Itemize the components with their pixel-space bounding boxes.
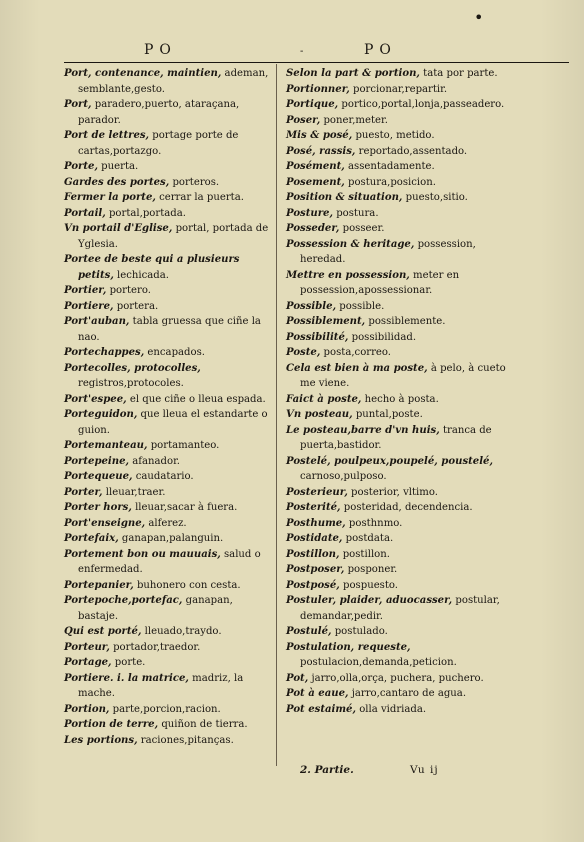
dictionary-entry [64, 314, 276, 345]
entry-headword: Portique, [286, 99, 339, 110]
dictionary-entry [286, 485, 512, 501]
dictionary-entry [286, 128, 512, 144]
entry-headword: Portepeine, [64, 455, 130, 467]
dictionary-entry [64, 531, 276, 547]
entry-headword: Les portions, [64, 734, 138, 746]
dictionary-entry [64, 500, 276, 516]
running-header [64, 42, 569, 62]
entry-headword: Vn portail d'Eglise, [64, 223, 173, 234]
entry-headword: Fermer la porte, [64, 192, 156, 203]
entry-definition: ganapan, bastaje. [78, 595, 233, 622]
entry-definition: lleuar,sacar à fuera. [131, 502, 238, 513]
entry-headword: Qui est porté, [64, 626, 142, 637]
dictionary-entry [286, 640, 512, 671]
dictionary-entry [64, 345, 276, 361]
entry-headword: Posterieur, [286, 486, 348, 498]
entry-headword: Posterité, [286, 502, 341, 513]
entry-definition: el que ciñe o lleua espada. [126, 393, 266, 405]
entry-definition: puntal,poste. [352, 409, 423, 420]
right-column [286, 66, 512, 717]
header-separator: - [300, 46, 304, 57]
entry-headword: Portement bon ou mauuais, [64, 548, 221, 560]
entry-definition: possiblemente. [365, 316, 446, 327]
entry-definition: buhonero con cesta. [133, 579, 241, 591]
dictionary-entry [64, 516, 276, 532]
dictionary-entry [64, 717, 276, 733]
entry-definition: portico,portal,lonja,passeadero. [338, 99, 505, 110]
entry-definition: carnoso,pulposo. [300, 471, 387, 482]
dictionary-entry [286, 578, 512, 594]
dictionary-entry [64, 283, 276, 299]
page-footer [300, 764, 520, 780]
entry-definition: paradero,puerto, ataraçana, parador. [78, 99, 240, 126]
dictionary-entry [64, 469, 276, 485]
dictionary-entry [286, 671, 512, 687]
dictionary-entry [64, 128, 276, 159]
dictionary-entry [64, 159, 276, 175]
entry-definition: portal,portada. [105, 207, 186, 219]
dictionary-entry [64, 97, 276, 128]
entry-definition: hecho à posta. [361, 393, 439, 405]
entry-headword: Porter hors, [64, 502, 132, 513]
entry-headword: Portion, [64, 703, 110, 715]
entry-headword: Port, [64, 99, 92, 110]
entry-headword: Gardes des portes, [64, 176, 170, 188]
entry-headword: Selon la part & portion, [286, 68, 420, 79]
dictionary-entry [286, 624, 512, 640]
entry-headword: Position & situation, [286, 192, 403, 203]
entry-definition: jarro,olla,orça, puchera, puchero. [308, 672, 484, 684]
entry-headword: Portee de beste qui a plusieurs petits, [64, 254, 240, 281]
entry-definition: poner,meter. [320, 114, 388, 126]
entry-headword: Postidate, [286, 533, 343, 544]
dictionary-entry [64, 655, 276, 671]
entry-definition: posponer. [344, 564, 398, 575]
dictionary-entry [286, 113, 512, 129]
entry-headword: Posément, [286, 161, 345, 172]
entry-headword: Port'espee, [64, 393, 127, 405]
entry-headword: Le posteau,barre d'vn huis, [286, 424, 440, 436]
entry-definition: jarro,cantaro de agua. [348, 688, 467, 699]
entry-definition: tranca de puerta,bastidor. [300, 424, 492, 451]
entry-definition: possibilidad. [348, 331, 417, 343]
entry-definition: lleuar,traer. [102, 486, 166, 498]
entry-definition: posterior, vltimo. [347, 486, 438, 498]
entry-definition: afanador. [129, 455, 181, 467]
dictionary-entry [286, 299, 512, 315]
entry-definition: meter en possession,apossessionar. [300, 269, 460, 296]
dictionary-entry [286, 144, 512, 160]
dictionary-entry [286, 702, 512, 718]
dictionary-entry [286, 516, 512, 532]
dictionary-entry [286, 454, 512, 485]
page-signature: Vu ij [410, 764, 439, 776]
entry-definition: postdata. [342, 533, 394, 544]
dictionary-entry [286, 562, 512, 578]
dictionary-entry [64, 671, 276, 702]
entry-headword: Possible, [286, 300, 337, 312]
dictionary-entry [286, 314, 512, 330]
dictionary-entry [286, 423, 512, 454]
entry-headword: Porteguidon, [64, 409, 138, 420]
entry-headword: Portiere. i. la matrice, [64, 672, 189, 684]
dictionary-entry [64, 454, 276, 470]
entry-definition: ademan, semblante,gesto. [78, 68, 269, 95]
entry-headword: Postposé, [286, 579, 340, 591]
entry-headword: Port de lettres, [64, 130, 150, 141]
entry-headword: Portail, [64, 207, 106, 219]
entry-definition: portal, portada de Yglesia. [78, 223, 269, 250]
entry-headword: Port'auban, [64, 316, 130, 327]
entry-headword: Mettre en possession, [286, 269, 410, 281]
dictionary-entry [64, 392, 276, 408]
entry-definition: tata por parte. [419, 68, 498, 79]
entry-headword: Posseder, [286, 223, 340, 234]
entry-headword: Pot à eaue, [286, 688, 349, 699]
dictionary-entry [64, 593, 276, 624]
dictionary-entry [64, 702, 276, 718]
top-mark: • [474, 8, 484, 27]
entry-headword: Cela est bien à ma poste, [286, 362, 428, 374]
entry-definition: portera. [113, 300, 159, 312]
dictionary-entry [286, 345, 512, 361]
entry-definition: porcionar,repartir. [349, 83, 448, 95]
dictionary-entry [286, 159, 512, 175]
entry-headword: Portiere, [64, 300, 114, 312]
dictionary-entry [64, 438, 276, 454]
dictionary-entry [64, 624, 276, 640]
entry-definition: à pelo, à cueto me viene. [300, 362, 506, 389]
entry-definition: parte,porcion,racion. [109, 703, 221, 715]
entry-headword: Portemanteau, [64, 440, 148, 451]
dictionary-entry [286, 686, 512, 702]
entry-headword: Vn posteau, [286, 409, 353, 420]
entry-headword: Posé, rassis, [286, 145, 356, 157]
entry-headword: Portecolles, protocolles, [64, 362, 201, 374]
entry-headword: Portage, [64, 657, 112, 668]
entry-headword: Porter, [64, 486, 103, 498]
entry-headword: Portionner, [286, 83, 350, 95]
entry-definition: lechicada. [113, 269, 169, 281]
dictionary-entry [64, 407, 276, 438]
entry-definition: cerrar la puerta. [155, 192, 244, 203]
entry-definition: alferez. [145, 517, 187, 529]
entry-definition: postulado. [331, 626, 388, 637]
entry-definition: portage porte de cartas,portazgo. [78, 130, 239, 157]
entry-definition: madriz, la mache. [78, 672, 244, 699]
dictionary-entry [64, 299, 276, 315]
entry-definition: reportado,assentado. [355, 145, 468, 157]
entry-definition: porteros. [169, 176, 220, 188]
dictionary-entry [64, 175, 276, 191]
entry-headword: Posthume, [286, 517, 346, 529]
dictionary-entry [286, 407, 512, 423]
column-divider [276, 64, 277, 766]
dictionary-entry [286, 531, 512, 547]
entry-headword: Posture, [286, 207, 333, 219]
entry-headword: Portepoche,portefac, [64, 595, 183, 606]
entry-definition: puerta. [97, 161, 139, 172]
header-rule [64, 62, 569, 63]
entry-definition: tabla gruessa que ciñe la nao. [78, 316, 261, 343]
entry-headword: Portefaix, [64, 533, 119, 544]
entry-headword: Faict à poste, [286, 393, 362, 405]
entry-definition: possession, heredad. [300, 238, 476, 265]
dictionary-entry [286, 268, 512, 299]
dictionary-entry [286, 206, 512, 222]
entry-definition: registros,protocoles. [78, 378, 184, 389]
entry-definition: ganapan,palanguin. [118, 533, 224, 544]
entry-definition: postular, demandar,pedir. [300, 595, 500, 622]
entry-headword: Poste, [286, 347, 321, 358]
signature-mark: 2. Partie. [300, 764, 354, 776]
entry-headword: Pot, [286, 672, 309, 684]
entry-headword: Port, contenance, maintien, [64, 68, 222, 79]
entry-definition: puesto, metido. [352, 130, 435, 141]
entry-headword: Postillon, [286, 548, 340, 560]
entry-definition: assentadamente. [344, 161, 435, 172]
dictionary-entry [286, 237, 512, 268]
header-left: PO [144, 42, 177, 58]
entry-headword: Possibilité, [286, 331, 349, 343]
dictionary-entry [64, 640, 276, 656]
dictionary-entry [64, 66, 276, 97]
dictionary-entry [286, 330, 512, 346]
entry-definition: posseer. [339, 223, 385, 234]
dictionary-entry [64, 221, 276, 252]
dictionary-entry [286, 547, 512, 563]
dictionary-entry [286, 190, 512, 206]
entry-definition: postura. [333, 207, 379, 219]
entry-definition: que lleua el estandarte o guion. [78, 409, 268, 436]
entry-definition: salud o enfermedad. [78, 548, 261, 575]
dictionary-entry [64, 733, 276, 749]
entry-definition: lleuado,traydo. [141, 626, 222, 637]
entry-definition: quiñon de tierra. [158, 719, 248, 730]
entry-headword: Porte, [64, 161, 98, 172]
entry-definition: porte. [111, 657, 146, 668]
entry-definition: pospuesto. [339, 579, 399, 591]
entry-definition: caudatario. [132, 471, 194, 482]
dictionary-entry [286, 97, 512, 113]
entry-headword: Porteur, [64, 641, 110, 653]
dictionary-entry [286, 500, 512, 516]
dictionary-entry [64, 485, 276, 501]
entry-headword: Possession & heritage, [286, 238, 415, 250]
entry-definition: olla vidriada. [356, 703, 427, 715]
entry-headword: Postposer, [286, 564, 345, 575]
header-right: PO [364, 42, 397, 58]
entry-headword: Postulation, requeste, [286, 641, 411, 653]
entry-headword: Portepanier, [64, 579, 134, 591]
dictionary-entry [286, 361, 512, 392]
entry-definition: portamanteo. [147, 440, 220, 451]
entry-definition: portador,traedor. [109, 641, 201, 653]
entry-headword: Mis & posé, [286, 130, 353, 141]
entry-definition: posthnmo. [345, 517, 403, 529]
entry-headword: Portequeue, [64, 471, 133, 482]
entry-definition: posta,correo. [320, 347, 392, 358]
dictionary-entry [64, 361, 276, 392]
dictionary-entry [64, 547, 276, 578]
entry-definition: possible. [336, 300, 385, 312]
dictionary-entry [286, 175, 512, 191]
entry-headword: Portier, [64, 285, 107, 296]
entry-definition: posteridad, decendencia. [340, 502, 473, 513]
entry-headword: Postelé, poulpeux,poupelé, poustelé, [286, 455, 493, 467]
entry-definition: postulacion,demanda,peticion. [300, 657, 457, 668]
entry-definition: postillon. [339, 548, 390, 560]
entry-headword: Port'enseigne, [64, 517, 146, 529]
entry-definition: portero. [106, 285, 151, 296]
entry-headword: Posement, [286, 176, 345, 188]
dictionary-entry [286, 593, 512, 624]
entry-headword: Poser, [286, 114, 321, 126]
dictionary-entry [286, 221, 512, 237]
dictionary-entry [64, 190, 276, 206]
entry-headword: Postulé, [286, 626, 332, 637]
dictionary-entry [286, 82, 512, 98]
dictionary-entry [64, 252, 276, 283]
entry-definition: encapados. [144, 347, 205, 358]
left-column [64, 66, 276, 748]
dictionary-entry [64, 206, 276, 222]
dictionary-entry [286, 66, 512, 82]
entry-definition: puesto,sitio. [402, 192, 468, 203]
entry-definition: raciones,pitanças. [137, 734, 234, 746]
entry-headword: Portechappes, [64, 347, 145, 358]
dictionary-entry [286, 392, 512, 408]
entry-definition: postura,posicion. [344, 176, 436, 188]
dictionary-entry [64, 578, 276, 594]
entry-headword: Possiblement, [286, 316, 366, 327]
entry-headword: Portion de terre, [64, 719, 159, 730]
entry-headword: Pot estaimé, [286, 703, 356, 715]
entry-headword: Postuler, plaider, aduocasser, [286, 595, 453, 606]
